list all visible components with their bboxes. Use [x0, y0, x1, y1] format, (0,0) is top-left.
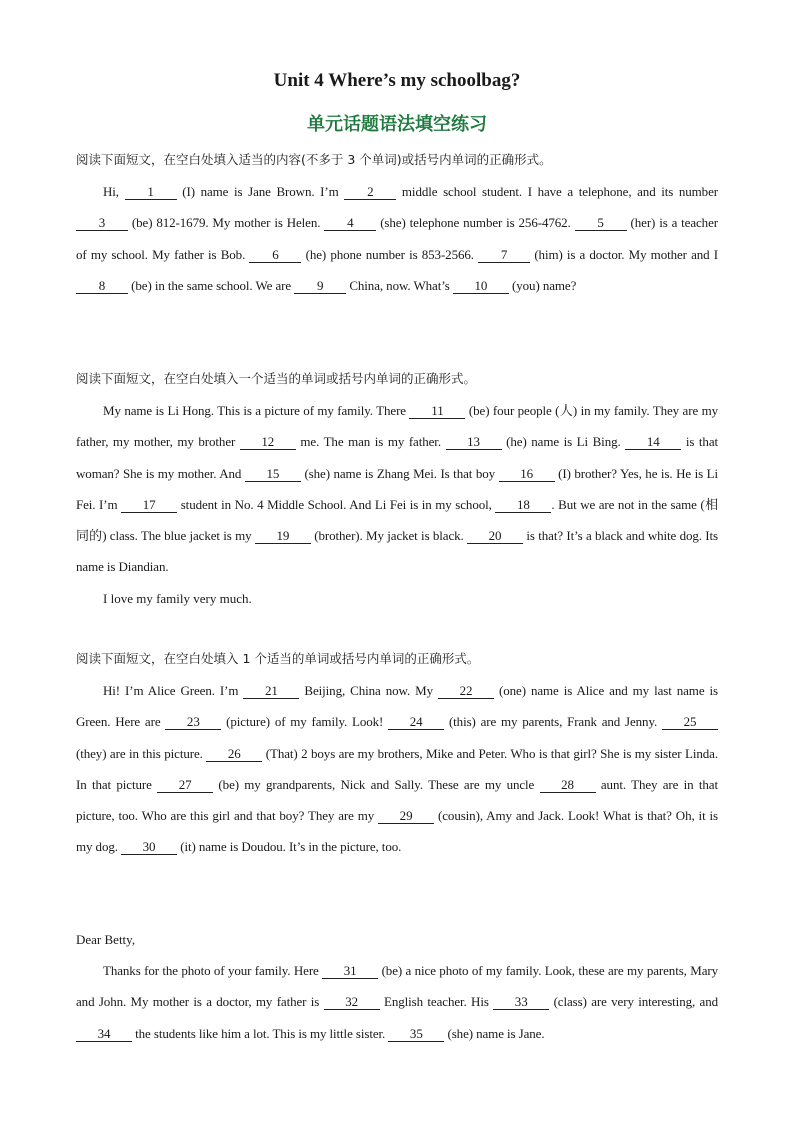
- answer-blank-16[interactable]: 16: [499, 466, 555, 482]
- answer-blank-1[interactable]: 1: [125, 184, 177, 200]
- passage-segment: (they) are in this picture.: [76, 745, 207, 761]
- passage-segment: (picture) of my family. Look!: [221, 714, 389, 730]
- answer-blank-35[interactable]: 35: [388, 1026, 444, 1042]
- answer-blank-8[interactable]: 8: [76, 278, 128, 294]
- answer-blank-27[interactable]: 27: [157, 777, 213, 793]
- passage-segment: (cousin), Amy and Jack. Look! What is that? Oh, it is my dog.: [76, 808, 718, 855]
- answer-blank-2[interactable]: 2: [344, 184, 396, 200]
- answer-blank-29[interactable]: 29: [378, 808, 434, 824]
- answer-blank-32[interactable]: 32: [324, 994, 380, 1010]
- section-instruction: 阅读下面短文，在空白处填入一个适当的单词或括号内单词的正确形式。: [76, 371, 477, 386]
- passage-segment: student in No. 4 Middle School. And Li Fei is in my school,: [177, 496, 496, 512]
- passage-segment: (be) 812-1679. My mother is Helen.: [128, 215, 325, 231]
- passage-segment: (he) phone number is 853-2566.: [301, 246, 479, 262]
- answer-blank-14[interactable]: 14: [625, 434, 681, 450]
- answer-blank-24[interactable]: 24: [388, 714, 444, 730]
- passage-text: [76, 395, 718, 583]
- passage-text: [76, 176, 718, 301]
- section-instruction: 阅读下面短文，在空白处填入适当的内容(不多于 3 个单词)或括号内单词的正确形式。: [76, 152, 552, 167]
- section-instruction: 阅读下面短文，在空白处填入 1 个适当的单词或括号内单词的正确形式。: [76, 651, 480, 666]
- passage-text: [76, 955, 718, 1049]
- exercise-section-1: [76, 150, 718, 301]
- passage-segment: (it) name is Doudou. It’s in the picture, too.: [177, 839, 402, 855]
- passage-segment: China, now. What’s: [346, 277, 453, 293]
- page-subtitle: 单元话题语法填空练习: [307, 114, 487, 135]
- passage-segment: My name is Li Hong. This is a picture of my family. There: [103, 403, 410, 418]
- passage-segment: is that woman? She is my mother. And: [76, 434, 718, 481]
- answer-blank-9[interactable]: 9: [294, 278, 346, 294]
- passage-segment: (I) brother? Yes, he is. He is Li Fei. I’m: [76, 465, 718, 512]
- answer-blank-10[interactable]: 10: [453, 278, 509, 294]
- answer-blank-30[interactable]: 30: [121, 839, 177, 855]
- passage-segment: is that? It’s a black and white dog. Its name is Diandian.: [76, 528, 718, 575]
- answer-blank-31[interactable]: 31: [322, 963, 378, 979]
- answer-blank-11[interactable]: 11: [409, 403, 465, 419]
- passage-segment: (one) name is Alice and my last name is Green. Here are: [76, 683, 718, 730]
- passage-segment: (be) my grandparents, Nick and Sally. These are my uncle: [213, 776, 540, 792]
- passage-segment: (I) name is Jane Brown. I’m: [176, 184, 345, 199]
- passage-segment: (she) name is Zhang Mei. Is that boy: [300, 465, 499, 481]
- passage-segment: (him) is a doctor. My mother and I: [530, 246, 718, 262]
- answer-blank-23[interactable]: 23: [165, 714, 221, 730]
- answer-blank-26[interactable]: 26: [206, 746, 262, 762]
- exercise-section-3: [76, 649, 718, 863]
- answer-blank-18[interactable]: 18: [495, 497, 551, 513]
- passage-segment: (he) name is Li Bing.: [501, 434, 626, 450]
- answer-blank-7[interactable]: 7: [478, 247, 530, 263]
- exercise-section-4: [76, 924, 718, 1049]
- answer-blank-22[interactable]: 22: [438, 683, 494, 699]
- passage-segment: English teacher. His: [379, 994, 494, 1010]
- letter-greeting: Dear Betty,: [76, 932, 136, 947]
- passage-segment: (this) are my parents, Frank and Jenny.: [444, 714, 662, 730]
- answer-blank-34[interactable]: 34: [76, 1026, 132, 1042]
- passage-segment: Beijing, China now. My: [299, 683, 438, 698]
- passage-text: [76, 675, 718, 863]
- answer-blank-6[interactable]: 6: [249, 247, 301, 263]
- passage-segment: (you) name?: [508, 277, 577, 293]
- passage-segment: Thanks for the photo of your family. Here: [103, 963, 323, 978]
- answer-blank-33[interactable]: 33: [493, 994, 549, 1010]
- answer-blank-21[interactable]: 21: [243, 683, 299, 699]
- answer-blank-15[interactable]: 15: [245, 466, 301, 482]
- passage-segment: aunt. They are in that picture, too. Who are this girl and that boy? They are my: [76, 776, 718, 824]
- passage-segment: Hi! I’m Alice Green. I’m: [103, 683, 244, 698]
- passage-segment: (brother). My jacket is black.: [310, 528, 468, 544]
- answer-blank-19[interactable]: 19: [255, 528, 311, 544]
- answer-blank-17[interactable]: 17: [121, 497, 177, 513]
- passage-segment: (be) four people (人) in my family. They are my father, my mother, my brother: [76, 403, 719, 450]
- answer-blank-12[interactable]: 12: [240, 434, 296, 450]
- answer-blank-4[interactable]: 4: [324, 215, 376, 231]
- passage-segment: (she) telephone number is 256-4762.: [376, 215, 575, 231]
- passage-segment: (her) is a teacher of my school. My father is Bob.: [76, 215, 718, 262]
- passage-segment: (be) in the same school. We are: [128, 277, 295, 293]
- page-title: Unit 4 Where’s my schoolbag?: [273, 70, 521, 91]
- passage-segment: (class) are very interesting, and: [549, 994, 718, 1010]
- passage-segment: me. The man is my father.: [295, 434, 446, 450]
- answer-blank-28[interactable]: 28: [540, 777, 596, 793]
- answer-blank-20[interactable]: 20: [467, 528, 523, 544]
- answer-blank-3[interactable]: 3: [76, 215, 128, 231]
- passage-closing: I love my family very much.: [103, 590, 252, 606]
- exercise-section-2: [76, 369, 718, 614]
- answer-blank-25[interactable]: 25: [662, 714, 718, 730]
- answer-blank-13[interactable]: 13: [446, 434, 502, 450]
- passage-segment: (be) a nice photo of my family. Look, these are my parents, Mary and John. My mother is a doctor, my father is: [76, 963, 719, 1010]
- passage-segment: (she) name is Jane.: [444, 1025, 545, 1041]
- passage-segment: the students like him a lot. This is my little sister.: [132, 1025, 389, 1041]
- passage-segment: . But we are not in the same (相同的) class. The blue jacket is my: [76, 496, 718, 544]
- answer-blank-5[interactable]: 5: [575, 215, 627, 231]
- passage-segment: (That) 2 boys are my brothers, Mike and Peter. Who is that girl? She is my sister Linda. In that picture: [76, 745, 718, 792]
- passage-segment: middle school student. I have a telephone, and its number: [396, 184, 718, 199]
- passage-segment: Hi,: [103, 184, 125, 199]
